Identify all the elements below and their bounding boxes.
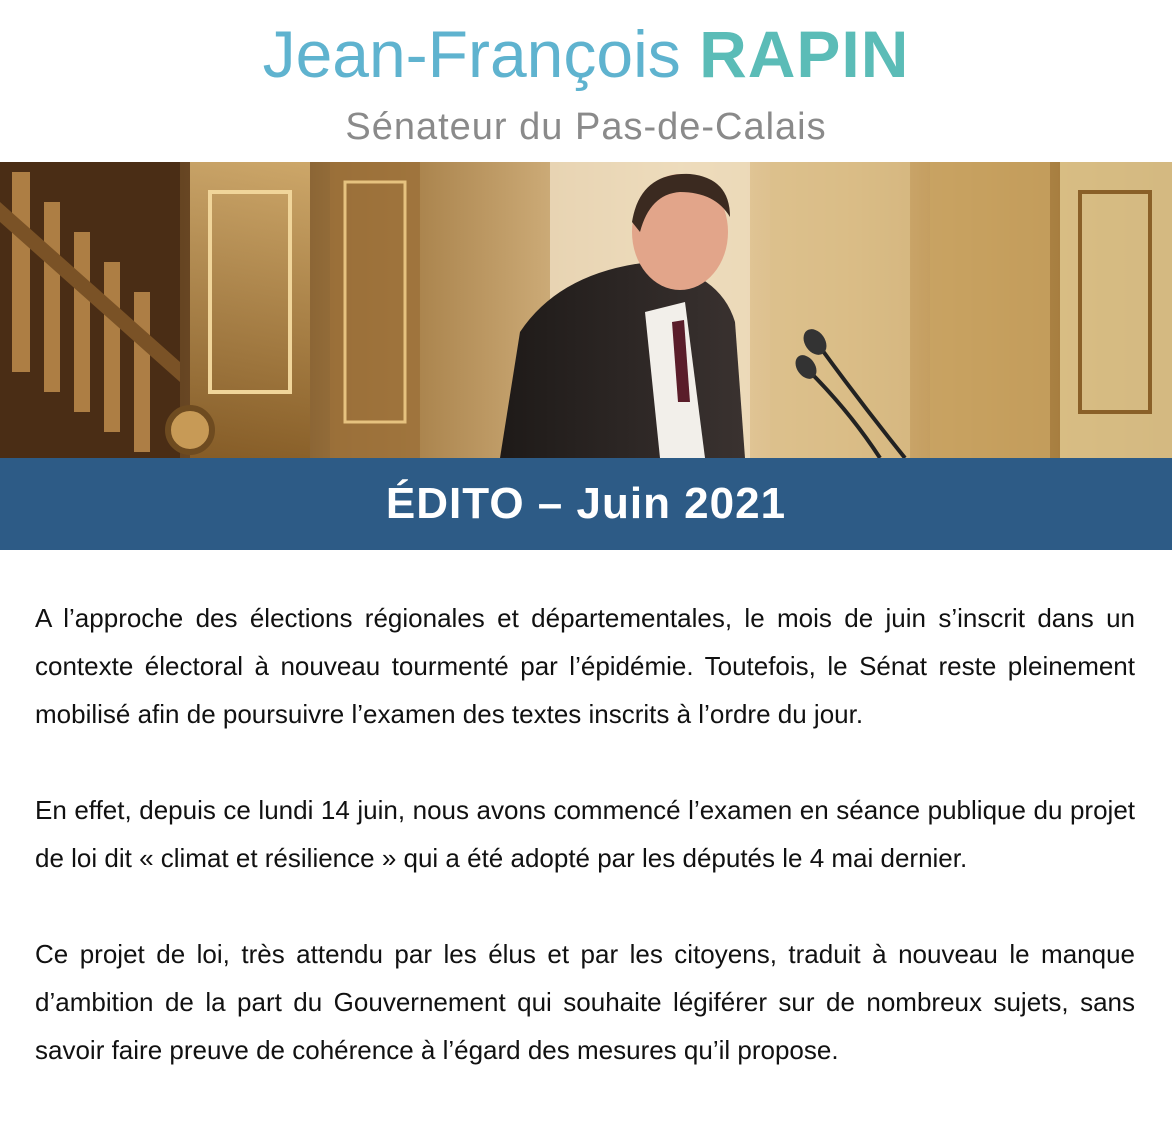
paragraph-1: A l’approche des élections régionales et départementales, le mois de juin s’inscrit dans un contexte électoral à nouveau tourmenté par l’épidémie. Toutefois, le Sénat reste pleinement mobilisé afin de poursuivre l’examen des textes inscrits à l’ordre du jour. — [35, 603, 1135, 729]
senator-subtitle: Sénateur du Pas-de-Calais — [345, 106, 827, 148]
senator-first-name: Jean-François — [262, 17, 681, 91]
paragraph-3: Ce projet de loi, très attendu par les élus et par les citoyens, traduit à nouveau le manque d’ambition de la part du Gouvernement qui souhaite légiférer sur de nombreux sujets, sans savoir faire preuve de cohérence à l’égard des mesures qu’il propose. — [35, 939, 1135, 1065]
paragraph-2: En effet, depuis ce lundi 14 juin, nous avons commencé l’examen en séance publique du projet de loi dit « climat et résilience » qui a été adopté par les députés le 4 mai dernier. — [35, 795, 1135, 873]
senator-last-name: RAPIN — [699, 17, 910, 91]
hero-photo — [0, 162, 1172, 458]
edito-body — [0, 550, 1172, 1074]
newsletter-header — [0, 0, 1172, 162]
edito-banner — [0, 458, 1172, 550]
senate-chamber-illustration — [0, 162, 1172, 458]
edito-title: ÉDITO – Juin 2021 — [385, 479, 787, 528]
senator-name — [0, 14, 1172, 94]
